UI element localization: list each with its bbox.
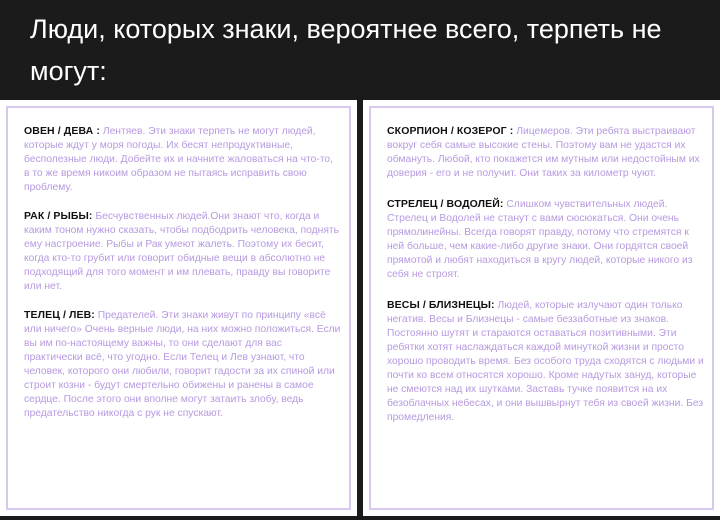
- section-text: Бесчувственных людей.Они знают что, когда и каким тоном нужно сказать, чтобы подбодрить человека, поднять ему настроение. Рыбы и Рак умеют жалеть. Поэтому их бесит, когда кто-то грубит или говорит обидные вещи в абсолютно не подходящий для того момент и им плевать, правду вы говорите или нет.: [24, 211, 340, 292]
- section-text: Предателей. Эти знаки живут по принципу «всё или ничего» Очень верные люди, на них можно положиться. Если вы им по-настоящему важны, то они сделают для вас практически всё, что угодно. Если Телец и Лев узнают, что человек, которого они любили, говорит гадости за их спиной или строит козни - будут смертельно обижены и ранены в самое сердце. После этого они вполне могут затаить злобу, ведь предательство никогда с рук не спускают.: [24, 310, 341, 419]
- section-libra-gemini: [387, 298, 704, 425]
- section-cancer-pisces: [24, 209, 341, 294]
- right-card: [363, 100, 720, 516]
- page-title: Люди, которых знаки, вероятнее всего, терпеть не могут:: [30, 14, 662, 86]
- section-taurus-leo: [24, 308, 341, 421]
- section-heading: СТРЕЛЕЦ / ВОДОЛЕЙ:: [387, 198, 504, 210]
- left-card: [0, 100, 357, 516]
- section-text: Людей, которые излучают один только негатив. Весы и Близнецы - самые беззаботные из знаков. Постоянно шутят и стараются оставаться позитивными. Эти ребятки хотят наслаждаться каждой минуткой жизни и просто хорошо проводить время. Без особого труда сходятся с людьми и почти ко всем относятся хорошо. Кроме надутых зануд, которые не смеются над их шутками. Заставь тучке появится на их безоблачных небесах, и они вышвырнут тебя из своей жизни. Без промедления.: [387, 300, 704, 423]
- section-text: Лицемеров. Эти ребята выстраивают вокруг себя самые высокие стены. Поэтому вам не удастся их обмануть. Любой, кто покажется им мутным или недостойным их доверия - его и не получит. Они таких за километр чуют.: [387, 126, 700, 179]
- section-heading: СКОРПИОН / КОЗЕРОГ :: [387, 125, 514, 137]
- section-heading: ТЕЛЕЦ / ЛЕВ:: [24, 309, 95, 321]
- section-text: Слишком чувствительных людей. Стрелец и Водолей не станут с вами сюсюкаться. Они очень прямолинейны. Всегда говорят правду, потому что стремятся к ней больше, чем какие-либо другие знаки. Они гордятся своей прямотой и любят находиться в кругу людей, которые никого из себя не строят.: [387, 199, 693, 280]
- right-card-content: [387, 124, 704, 441]
- section-heading: ВЕСЫ / БЛИЗНЕЦЫ:: [387, 299, 495, 311]
- section-sagittarius-aquarius: [387, 197, 704, 282]
- left-card-content: [24, 124, 341, 435]
- section-heading: ОВЕН / ДЕВА :: [24, 125, 100, 137]
- section-heading: РАК / РЫБЫ:: [24, 210, 93, 222]
- section-text: Лентяев. Эти знаки терпеть не могут людей, которые ждут у моря погоды. Их бесят непродуктивные, бесполезные люди. Добейте их и начните жаловаться на что-то, в то же время никоим образом не пытаясь исправить свою проблему.: [24, 126, 334, 193]
- section-scorpio-capricorn: [387, 124, 704, 181]
- section-aries-virgo: [24, 124, 341, 195]
